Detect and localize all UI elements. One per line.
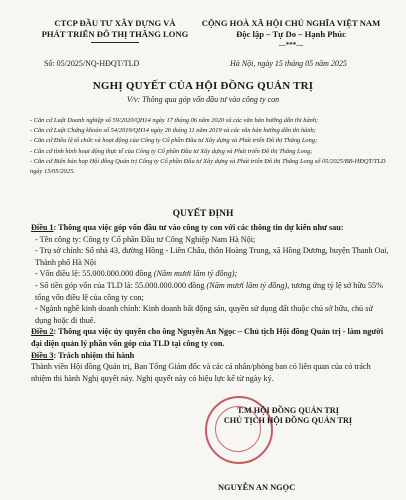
article-1-item: - Ngành nghề kinh doanh chính: Kinh doanh bất động sản, quyền sử dụng đất thuộc chủ sở hữu, chủ sử dụng hoặc đi thuê. (35, 304, 373, 325)
contribution-ratio: , tương ứng tỷ lệ sở hữu 55% tổng vốn điều lệ của công ty con; (35, 280, 383, 302)
company-name-line1: CTCP ĐẦU TƯ XÂY DỰNG VÀ (54, 18, 176, 28)
article-1-text: : Thông qua việc góp vốn đầu tư vào công ty con với các thông tin dự kiến như sau: (53, 223, 344, 232)
company-header (30, 18, 200, 43)
document-number: Số: 05/2025/NQ-HĐQT/TLD (44, 59, 140, 68)
article-1-item: - Trụ sở chính: Số nhà 43, đường Hồng - Liên Châu, thôn Hoàng Trung, xã Hồng Dương, huyện Thanh Oai, Thành phố Hà Nội (35, 246, 389, 267)
document-title: NGHỊ QUYẾT CỦA HỘI ĐỒNG QUẢN TRỊ (92, 80, 314, 92)
legal-basis-item: - Căn cứ tình hình hoạt động thực tế của Công ty Cổ phần Đầu tư Xây dựng và Phát triển Đô thị Thăng Long; (30, 147, 313, 155)
article-2 (31, 326, 389, 349)
charter-capital-words: (Năm mươi lăm tỷ đồng); (151, 269, 238, 279)
article-1-label: Điều 1 (31, 223, 54, 232)
legal-bases (30, 116, 390, 177)
article-3 (31, 350, 389, 362)
legal-basis-item: - Căn cứ Luật Chứng khoán số 54/2019/QH14 ngày 26 tháng 11 năm 2019 và các văn bản hướng dẫn thi hành; (30, 127, 316, 135)
article-2-label: Điều 2 (31, 327, 54, 337)
signature-role: CHỦ TỊCH HỘI ĐỒNG QUẢN TRỊ (223, 416, 353, 425)
signature-org: T.M HỘI ĐỒNG QUẢN TRỊ (237, 406, 339, 415)
charter-capital-text: - Vốn điều lệ: 55.000.000.000 đồng (35, 269, 152, 279)
decision-heading: QUYẾT ĐỊNH (172, 209, 234, 219)
nation-header (188, 18, 394, 49)
nation-name: CỘNG HOÀ XÃ HỘI CHỦ NGHĨA VIỆT NAM (201, 18, 381, 28)
article-3-label: Điều 3 (31, 350, 54, 360)
article-1-item (31, 280, 389, 303)
legal-basis-item: - Căn cứ Điều lệ tổ chức và hoạt động của Công ty Cổ phần Đầu tư Xây dựng và Phát triển Đô thị Thăng Long; (30, 137, 318, 145)
resolution-body (31, 222, 389, 384)
nation-motto: Độc lập – Tự Do – Hạnh Phúc (236, 29, 346, 39)
legal-basis-item: - Căn cứ Luật Doanh nghiệp số 59/2020/QH14 ngày 17 tháng 06 năm 2020 và các văn bản hướng dẫn thi hành; (30, 117, 319, 124)
document-subtitle: V/v: Thông qua góp vốn đầu tư vào công ty con (126, 95, 280, 104)
document-date: Hà Nội, ngày 15 tháng 05 năm 2025 (230, 59, 347, 68)
article-1-item: - Tên công ty: Công ty Cổ phần Đầu tư Công Nghiệp Nam Hà Nội; (35, 234, 256, 244)
company-header-rule (91, 42, 139, 43)
article-3-text: : Trách nhiệm thi hành (53, 350, 135, 360)
article-1 (31, 222, 389, 234)
legal-basis-item: - Căn cứ Biên bản họp Hội đồng Quản trị Công ty Cổ phần Đầu tư Xây dựng và Phát triển Đô thị Thăng Long số 05/2025/BB-HĐQT/TLD ngày 15/05/2025. (30, 157, 386, 176)
contribution-text: - Số tiền góp vốn của TLD là: 55.000.000.000 đồng (35, 280, 205, 290)
contribution-words: (Năm mươi lăm tỷ đồng) (204, 280, 288, 290)
nation-stars: ---***--- (278, 41, 304, 49)
article-3-body: Thành viên Hội đồng Quản trị, Ban Tổng Giám đốc và các cá nhân/phòng ban có liên quan của có trách nhiệm thi hành Nghị quyết này. Nghị quyết này có hiệu lực kể từ ngày ký. (31, 362, 371, 383)
signature-block (178, 406, 398, 426)
company-name-line2: PHÁT TRIỂN ĐÔ THỊ THĂNG LONG (41, 29, 189, 39)
article-1-item (31, 268, 389, 280)
signatory-name: NGUYỄN AN NGỌC (218, 483, 296, 492)
article-2-text: : Thông qua việc ủy quyền cho ông Nguyễn An Ngọc – Chủ tịch Hội đồng Quản trị - làm người đại diện quản lý phần vốn góp của TLD tại công ty con. (31, 327, 384, 348)
